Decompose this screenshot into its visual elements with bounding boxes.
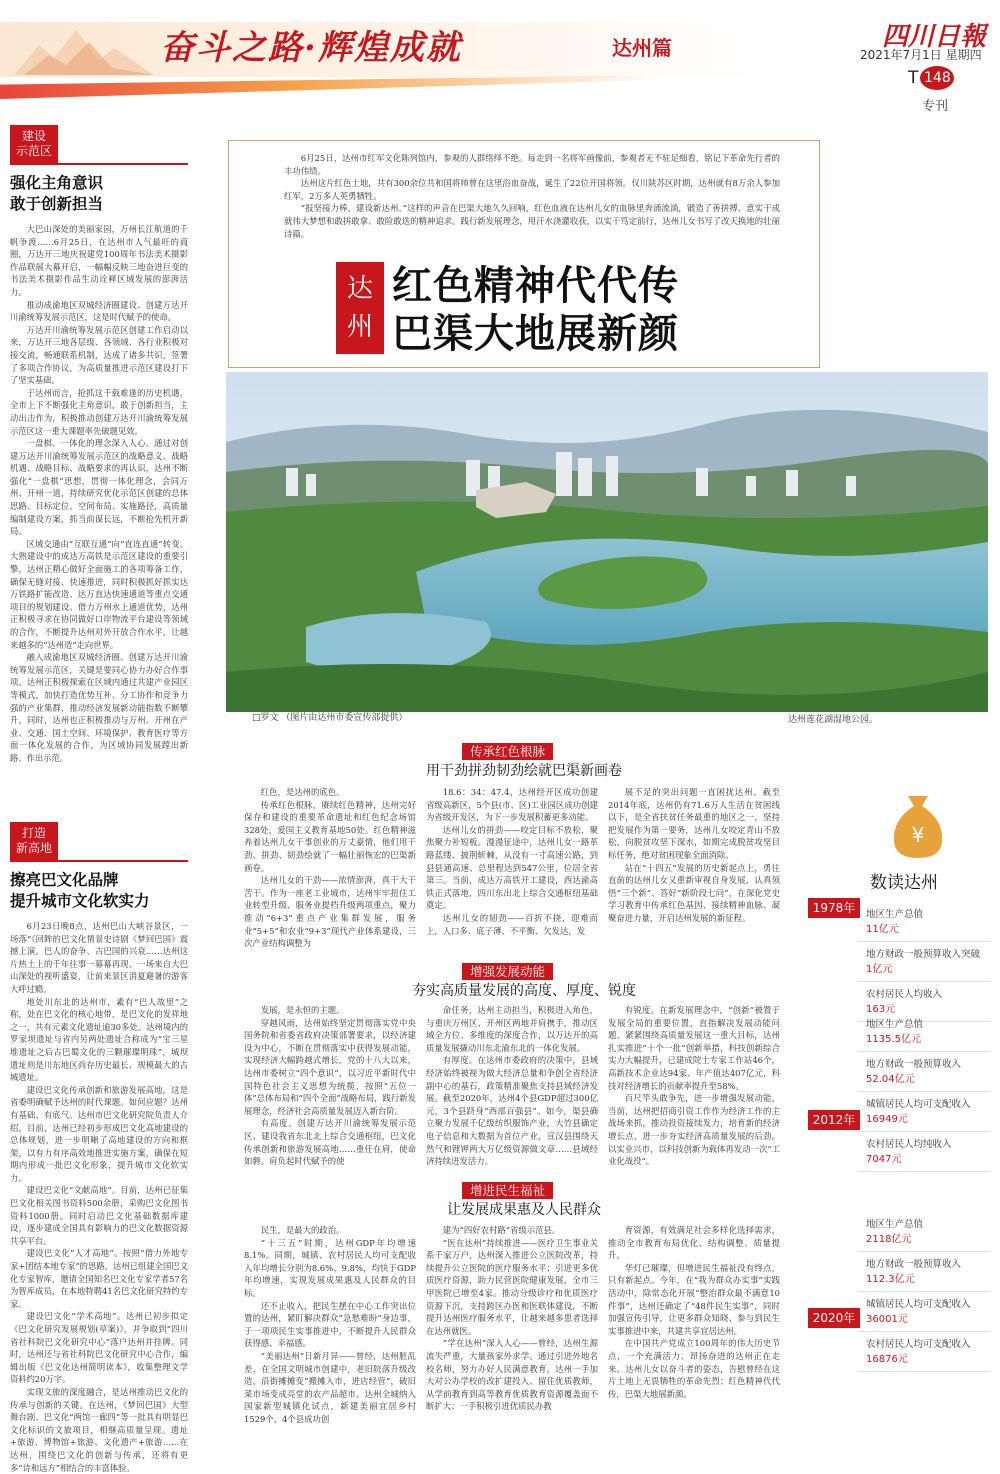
left-tag-box xyxy=(10,125,188,165)
stat-item xyxy=(858,1332,990,1372)
stat-value: 2118亿元 xyxy=(866,1234,912,1245)
paragraph: 育资源，有效满足社会多样化选择需求，推动全市教育布局优化、结构调整、质量提升。 xyxy=(608,1225,780,1261)
left-headline-line1: 强化主角意识 xyxy=(10,174,104,192)
paragraph: 达州儿女的拼劲——咬定目标不放松，聚焦聚力补短板。漫漫征途中，达州儿女一路革路蓝缕、披荆斩棘，从没有一寸高速公路，到县县通高速、总里程达到547公里，位居全省第三。当前，成达万高铁开工建设，西达渝高铁正式落地，四川东出北上综合交通枢纽基础奠定。 xyxy=(426,824,598,911)
paragraph: 有高度。创建万达开川渝统筹发展示范区、建设我省东北北上综合交通枢纽，巴文化传承创新和旅游发展高地……重任在肩，使命如磐。肩负起时代赋予的使 xyxy=(244,1118,416,1167)
left-body xyxy=(10,920,188,1474)
stat-item xyxy=(858,1212,990,1252)
main-headline-line2: 巴渠大地展新颜 xyxy=(392,311,679,357)
header-subtitle: 达州篇 xyxy=(612,36,672,60)
header-title: 奋斗之路·辉煌成就 xyxy=(160,28,462,68)
year-badge: 2012年 xyxy=(808,1110,860,1130)
photo-caption: 达州莲花湖湿地公园。 xyxy=(788,715,879,725)
paragraph: 华灯已璀璨，但增进民生福祉没有终点，只有新起点。今年，在“我为群众办实事”实践活动中，除常态化开展“整治群众最不满意10件事”，达州还确定了“48件民生实事”，同时加强宣传引导，让更多群众知晓、参与到民生实事推进中来，共建共享宜居达州。 xyxy=(608,1262,780,1336)
left-article-2 xyxy=(10,822,188,1474)
paragraph: 红色，是达州的底色。 xyxy=(260,787,345,797)
stat-label: 地方财政一般预算收入 xyxy=(866,1259,962,1270)
paragraph: 区域交通由“互联互通”向“直连直通”转变。大熟建设中的成达万高铁是示范区建设的重要引擎，达州正精心做好全面施工的各项筹备工作，确保无缝对接、快速推进，同时积极抓好抓实达万铁路扩能改造、达万直达快速通道等重点交通项目的规划建设。借力万州水上通道优势，达州正积极寻求在协同做好口岸物流平台建设等领域的合作，不断提升达州对外开放合作水平，让越来越多的“达州造”走向世界。 xyxy=(10,538,188,650)
paragraph: “报坚接力棒，建设新达州。”这样的声音在巴渠大地久久回响，红色血液在达州儿女的血脉里奔涌流淌，锻造了善拼搏、意实干成就伟大梦想和敢拼敢拿、敢险敢迭的精神追求。践行新发展理念，用汗水浇灌收获，以实干笃定前行，达州儿女书写了改天换地的壮丽诗篇。 xyxy=(284,203,780,239)
left-tag xyxy=(10,125,58,163)
paragraph: 大巴山深处的美丽家园，万州长江航道的千帆争渡……6月25日，在达州市人气最旺的商圈，万达开三地庆祝建党100周年书法美术摄影作品联展大幕开启，一幅幅反映三地奋进巨变的书法美术摄影作品生动诠释区域发展的澎湃活力。 xyxy=(10,224,188,297)
paragraph: 站在“十四五”发展的历史新起点上，勇往直前的达州儿女又重新审视自身发展，认真领悟“三个新”、答好“新阶段七问”，在深化党史学习教育中传承红色基因、接续精神血脉、凝聚奋进力量，开启达州发展的新征程。 xyxy=(608,862,780,923)
paragraph: “学在达州”深入人心——曾经，达州生源流失严重，大量孩家外求学。通过引进外地名校名师，努力办好人民满意教育，达州一手加大对公办学校的改扩建投入、留住优质教师，从学前教育到高等教育优质教育资源覆盖面不断扩大；一手积极引进优质民办教 xyxy=(426,1338,598,1412)
stat-label: 地方财政一般预算收入 xyxy=(866,1059,962,1070)
paragraph: 有厚度。在达州市委政府的决策中，县域经济始终被视为做大经济总量和争创全省经济副中心的基石，政策精准聚焦支持县域经济发展。截至2020年，达州4个县GDP超过300亿元，3个县跻身“西部百强县”。如今，渠县确立聚力发展千亿级纺织服饰产业，大竹县确定电子信息和大数据为首位产业，宣汉县围绕天然气和锂钾两大万亿级资源做文章……县域经济持续迸发活力。 xyxy=(426,1055,598,1167)
stat-item xyxy=(858,1292,990,1332)
section2-subtitle: 夯实高质量发展的高度、厚度、锐度 xyxy=(412,983,636,999)
svg-text:¥: ¥ xyxy=(911,823,925,847)
stat-item xyxy=(858,1052,990,1092)
stat-label: 地区生产总值 xyxy=(866,909,924,920)
section3-col2 xyxy=(426,1224,598,1413)
stat-item xyxy=(858,1092,990,1132)
paragraph: 建为“四好农村路”省级示范县。 xyxy=(442,1225,561,1235)
left-body xyxy=(10,223,188,765)
main-headline xyxy=(392,262,679,358)
left-tag xyxy=(10,822,58,860)
year-badge: 1978年 xyxy=(808,898,860,918)
section2-col2 xyxy=(426,1004,598,1168)
stat-label: 城镇居民人均可支配收入 xyxy=(866,1299,971,1310)
paper-date: 2021年7月1日 星期四 xyxy=(860,48,982,62)
section1-col1 xyxy=(244,786,416,950)
stat-item xyxy=(858,1132,990,1172)
stat-value: 163元 xyxy=(866,1004,896,1015)
section1-col2 xyxy=(426,786,598,937)
section1-col3 xyxy=(608,786,780,925)
stat-value: 36001元 xyxy=(866,1314,908,1325)
left-headline-line2: 敢于创新担当 xyxy=(10,195,104,213)
section3-col1 xyxy=(244,1224,416,1426)
section2-tag: 增强发展动能 xyxy=(462,963,553,980)
section1-subtitle: 用干劲拼劲韧劲绘就巴渠新画卷 xyxy=(426,763,622,779)
stats-group-2020 xyxy=(858,1212,990,1372)
section3-tag: 增进民生福祉 xyxy=(462,1182,553,1199)
page-header xyxy=(0,0,1000,114)
section2-col1 xyxy=(244,1004,416,1168)
intro-text xyxy=(284,152,780,240)
section1-tag: 传承红色根脉 xyxy=(462,743,553,760)
paragraph: 6月25日，达州市红军文化陈列馆内，参观的人群络绎不绝。每走到一名将军画像前，参观者无不驻足细看，铭记下革命先行者的丰功伟绩。 xyxy=(284,153,780,176)
paragraph: 展不足的突出问题一直困扰达州。截至2014年底，达州仍有71.6万人生活在贫困线以下，是全省扶贫任务最重的地区之一，坚持把发展作为第一要务，达州儿女咬定青山不放松，向脱贫攻坚下深水，如期完成脱贫攻坚目标任务，绝对贫困现象全面消除。 xyxy=(608,787,780,860)
paragraph: 6月23日晚8点，达州巴山大峡谷景区，一场落“《回眸的巴文化情景史诗剧《梦回巴国》震撼上演。巴人的奋争、古巴国的兴衰……达州这片热土上的千年往事一幕幕再现。一场来自大巴山深处的视听盛宴，让前来景区消夏避暑的游客大呼过瘾。 xyxy=(10,921,188,994)
stat-label: 地方财政一般预算收入突破 xyxy=(866,949,981,960)
stat-value: 16876元 xyxy=(866,1354,908,1365)
paragraph: 传承红色根脉，赓续红色精神，达州完好保存和建设的重要革命遗址和红色纪念场馆328处，爱国主义教育基地50处。红色精神滋养着达州儿女干事创业的万丈豪情，他们用干劲、拼劲、韧劲绘就了一幅壮丽恢宏的巴渠新画卷。 xyxy=(244,799,416,873)
stat-label: 农村居民人均收入 xyxy=(866,989,943,1000)
wetland-park-photo xyxy=(226,372,988,712)
paragraph: “美丽达州”日新月异——曾经，达州脏乱差，在全国文明城市创建中，老旧院落升级改造，沿街摊摊变“搬摊入市，进店经营”，破旧菜市场变成亮堂的农产品超市。达州全城纳入国家新型城镇化试点，新建美丽宜居乡村1529个，4个县成功创 xyxy=(244,1350,416,1424)
city-char: 州 xyxy=(346,312,373,342)
paragraph: 万达开川渝统筹发展示范区创建工作启动以来，万达开三地各层级、各领域、各行业积极对接交流，畅通联系机制，达成了诸多共识，签署了多项合作协议，为高质量推进示范区建设打下了坚实基础。 xyxy=(10,324,188,386)
paragraph: 地处川东北的达州市，素有“巴人故里”之称，处在巴文化的核心地带，是巴文化的发祥地之一，共有元素文化遗址逾30多处。达州境内的罗家坝遗址与省内另两处遗址合称成为“宝三星堆遗址之后古巴蜀文化的三颗璀璨明珠”，城坝遗址则是川东地区尚存历史最长、规模最大的古城遗址。 xyxy=(10,996,188,1083)
stat-value: 112.3亿元 xyxy=(866,1274,915,1285)
year-badge: 2020年 xyxy=(808,1308,860,1328)
paragraph: 民生，是最大的政治。 xyxy=(260,1225,345,1235)
stat-label: 城镇居民人均可支配收入 xyxy=(866,1099,971,1110)
paragraph: 于达州而言，抢抓这千载难逢的历史机遇，全市上下不断强化主角意识，敢于创新担当，主动出击作为，积极推动创建万达开川渝统筹发展示范区这一重大课题率先破题见效。 xyxy=(10,387,188,436)
section3-col3 xyxy=(608,1224,780,1400)
photo-credit: □罗文 （图片由达州市委宣传部提供） xyxy=(252,713,408,723)
paragraph: 建设巴文化“文献高地”。目前，达州已征集巴文化相关图书资料500余册，采购巴文化图书资料1000册。同时启动巴文化基础数据库建设，逐步建成全国具有影响力的巴文化数据资源共享平台。 xyxy=(10,1185,188,1246)
section2-col3 xyxy=(608,1004,780,1168)
paragraph: “十三五”时期，达州GDP年均增速8.1%。同期，城镇、农村居民人均可支配收入年均增长分别为8.6%、9.8%，均快于GDP年均增速，实现发展成果惠及人民群众的目标。 xyxy=(244,1237,416,1298)
left-headline-line2: 提升城市文化软实力 xyxy=(10,892,150,910)
stat-item xyxy=(858,1252,990,1292)
paragraph: 融入成渝地区双城经济圈、创建万达开川渝统筹发展示范区，关键是要同心协力办好合作事项。达州正积极探索在区域内通过共建产业园区等模式，加快打造优势互补、分工协作和竞争力强的产业集群，推动经济发展新动能指数不断攀升。同时，达州也正积极推动与万州、开州在产业、交通、国土空间、环境保护、教育医疗等方面一体化发展的合作，为区域协同发展蹚出新路、作出示范。 xyxy=(10,652,188,763)
stat-value: 52.04亿元 xyxy=(866,1074,915,1085)
paragraph: 一盘棋、一体化的理念深入人心。通过对创建万达开川渝统筹发展示范区的战略意义、战略机遇、战略目标、战略要求的再认识，达州不断强化“一盘棋”思想，贯彻一体化理念，会同万州、开州一道，持续研究优化示范区创建的总体思路、目标定位、空间布局、实施路径，高质量编制建设方案，抓当前谋长远，不断抢先机开新局。 xyxy=(10,438,188,537)
page-number-badge: 148 xyxy=(920,66,954,90)
stat-label: 地区生产总值 xyxy=(866,1019,924,1030)
stat-value: 1亿元 xyxy=(866,964,893,975)
left-tag-line2: 新高地 xyxy=(16,841,53,855)
stats-group-1978 xyxy=(858,902,990,1022)
paragraph: 穿越风雨，达州始终坚定贯彻落实党中央国务院和省委省政府决策部署要求，以经济建设为中心，不断在贯彻落实中获得发展动能，实现经济大幅跨越式增长。党的十八大以来，达州市委树立“四个意识”，以习近平新时代中国特色社会主义思想为统揽，按照“五位一体”总体布局和“四个全面”战略布局，践行新发展理念，经济社会高质量发展迈入新台阶。 xyxy=(244,1017,416,1116)
paragraph: “医在达州”持续推进——医疗卫生事业关系千家万户，达州深入推进公立医院改革，持续提升公立医院的医疗服务水平；引进更多优质医疗资源，助力民营医院健康发展，全市三甲医院已增至4家。推动分级诊疗和优质医疗资源下沉，支持跨区办医和医联体建设，不断提升达州医疗服务水平，让越来越多患者选择在达州就医。 xyxy=(426,1237,598,1336)
city-char: 达 xyxy=(346,274,373,304)
left-tag-line2: 示范区 xyxy=(16,144,53,158)
stat-label: 地区生产总值 xyxy=(866,1219,924,1230)
paragraph: 实现文旅的深度融合，是达州推动巴文化的传承与创新的关键。在达州，《梦回巴国》大型舞台剧、巴文化“两馆一廊四”等一批具有明显巴文化标识的文旅项目，相继高质量呈现。遗址+旅游、博物馆+旅游、文化遗产+旅游……在达州，围绕巴文化的创新与传承，还将有更多“诗和远方”相结合的丰富体验。 xyxy=(10,1386,188,1473)
left-headline xyxy=(10,870,188,912)
paragraph: 有锐度。在新发展理念中，“创新”被置于发展全局的重要位置，直指解决发展动能问题。紧紧围绕高质量发展这一重大目标，达州扎实推进“十个一批”创新举措，科技创新综合实力大幅提升，已建成院士专家工作站46个，高新技术企业达94家、年产值达407亿元，科技对经济增长的贡献率提升至58%。 xyxy=(608,1005,780,1091)
stat-label: 农村居民人均可支配收入 xyxy=(866,1339,971,1350)
main-headline-line1: 红色精神代代传 xyxy=(392,263,679,309)
paragraph: 还不止收入，把民生摆在中心工作突出位置的达州，紧盯解决群众“急愁难盼”身边事，于一项项民生实事推进中，不断提升人民群众获得感、幸福感。 xyxy=(244,1300,416,1349)
stats-group-2012 xyxy=(858,1012,990,1172)
left-tag-line1: 打造 xyxy=(22,826,47,840)
landscape-illustration xyxy=(226,372,988,712)
left-tag-line1: 建设 xyxy=(22,129,47,143)
city-badge xyxy=(336,262,384,354)
paragraph: 命任务，达州主动担当，积极进入角色，与重庆万州区、开州区两地并肩携手，推动区域全方位、多维度的深度合作，以万达开的高质量发展撬动川东北渝东北的一体化发展。 xyxy=(426,1005,598,1053)
stat-value: 11亿元 xyxy=(866,924,899,935)
stat-label: 农村居民人均纯收入 xyxy=(866,1139,952,1150)
paragraph: 18.6：34：47.4，达州经开区成功创建省级高新区，5个县(市、区)工业园区成功创建为省级开发区，为下一步发展积蓄更多动能。 xyxy=(426,787,598,823)
section3-subtitle: 让发展成果惠及人民群众 xyxy=(447,1202,601,1218)
paragraph: 建设巴文化传承创新和旅游发展高地，这是省委明确赋予达州的时代课题。如何应题？达州有基础、有底气。达州市巴文化研究院负责人介绍，目前，达州已经初步形成巴文化高地建设的总体规划，进一步明晰了高地建设的方向和框架，以有力有序高效地推进实施方案，确保在短期内形成一批巴文化形象，提升城市文化软实力。 xyxy=(10,1084,188,1183)
paragraph: 建设巴文化“人才高地”。按照“借力外地专家+团结本地专家”的思路，达州已组建全国巴文化专家智库，邀请全国知名巴文化专家学者57名为智库成员，在本地特聘41名巴文化研究特约专家。 xyxy=(10,1248,188,1309)
left-article-1 xyxy=(10,125,188,765)
paragraph: 建设巴文化“学术高地”。达州已初步拟定《巴文化研究发展规划(草案)》，并争取到“四川省社科院巴文化研究中心”落户达州并挂牌。同时，达州还与省社科院巴文化研究中心合作，编辑出版《巴文化达州简明读本》，收集整理文学资料约20万字。 xyxy=(10,1311,188,1385)
paragraph: 在中国共产党成立100周年的伟大历史节点，一个充满活力、昂扬奋进的达州正在走来。达州儿女以奋斗者的姿态，告慰曾经在这片土地上无畏牺牲的革命先烈；红色精神代代传，巴渠大地展新颜。 xyxy=(608,1338,780,1399)
stat-item xyxy=(858,1012,990,1052)
paragraph: 百尺竿头敢争先，进一步增强发展动能，当前，达州把招商引资工作作为经济工作的主战场来抓，推动投资接续发力，培育新的经济增长点，进一步夯实经济高质量发展的后劲。以实业兴市，以科技创新为载体再发动一次“工业化战役”。 xyxy=(608,1093,780,1167)
paragraph: 达州儿女的韧劲——百折不挠，迎难而上，人口多、底子薄、不平衡、欠发达，发 xyxy=(426,912,598,936)
paragraph: 推动成渝地区双城经济圈建设、创建万达开川渝统筹发展示范区，这是时代赋予的使命。 xyxy=(10,299,188,323)
stat-value: 7047元 xyxy=(866,1154,902,1165)
stat-item xyxy=(858,902,990,942)
page-number xyxy=(908,66,954,90)
stat-value: 16949元 xyxy=(866,1114,908,1125)
paragraph: 达州这片红色土地，共有300余位共和国将帅曾在这里浴血奋战，诞生了22位开国将领。仅川陕苏区时期，达州就有8万余人参加红军，2万多人英勇牺牲。 xyxy=(284,178,780,201)
paper-name: 四川日報 xyxy=(882,22,987,52)
left-headline-line1: 擦亮巴文化品牌 xyxy=(10,871,119,889)
money-bag-icon xyxy=(886,790,950,860)
stats-title: 数读达州 xyxy=(870,873,938,893)
stat-item xyxy=(858,942,990,982)
mountains-decoration xyxy=(14,20,154,80)
page-kind: 专刊 xyxy=(922,99,949,114)
paragraph: 达州儿女的干劲——浓情澎湃，真干大干苦干。作为一座老工业城市，达州牢牢扭住工业转型升级、服务业提档升级两项重点，聚力推动“6+3”重点产业集群发展，服务业“5+5”和农业“9+3”现代产业体系建设，三次产业结构调整为 xyxy=(244,875,416,949)
left-headline xyxy=(10,173,188,215)
stat-value: 1135.5亿元 xyxy=(866,1034,921,1045)
left-tag-box xyxy=(10,822,188,862)
paragraph: 发展，是永恒的主题。 xyxy=(260,1005,345,1015)
page-prefix: T xyxy=(908,68,919,88)
